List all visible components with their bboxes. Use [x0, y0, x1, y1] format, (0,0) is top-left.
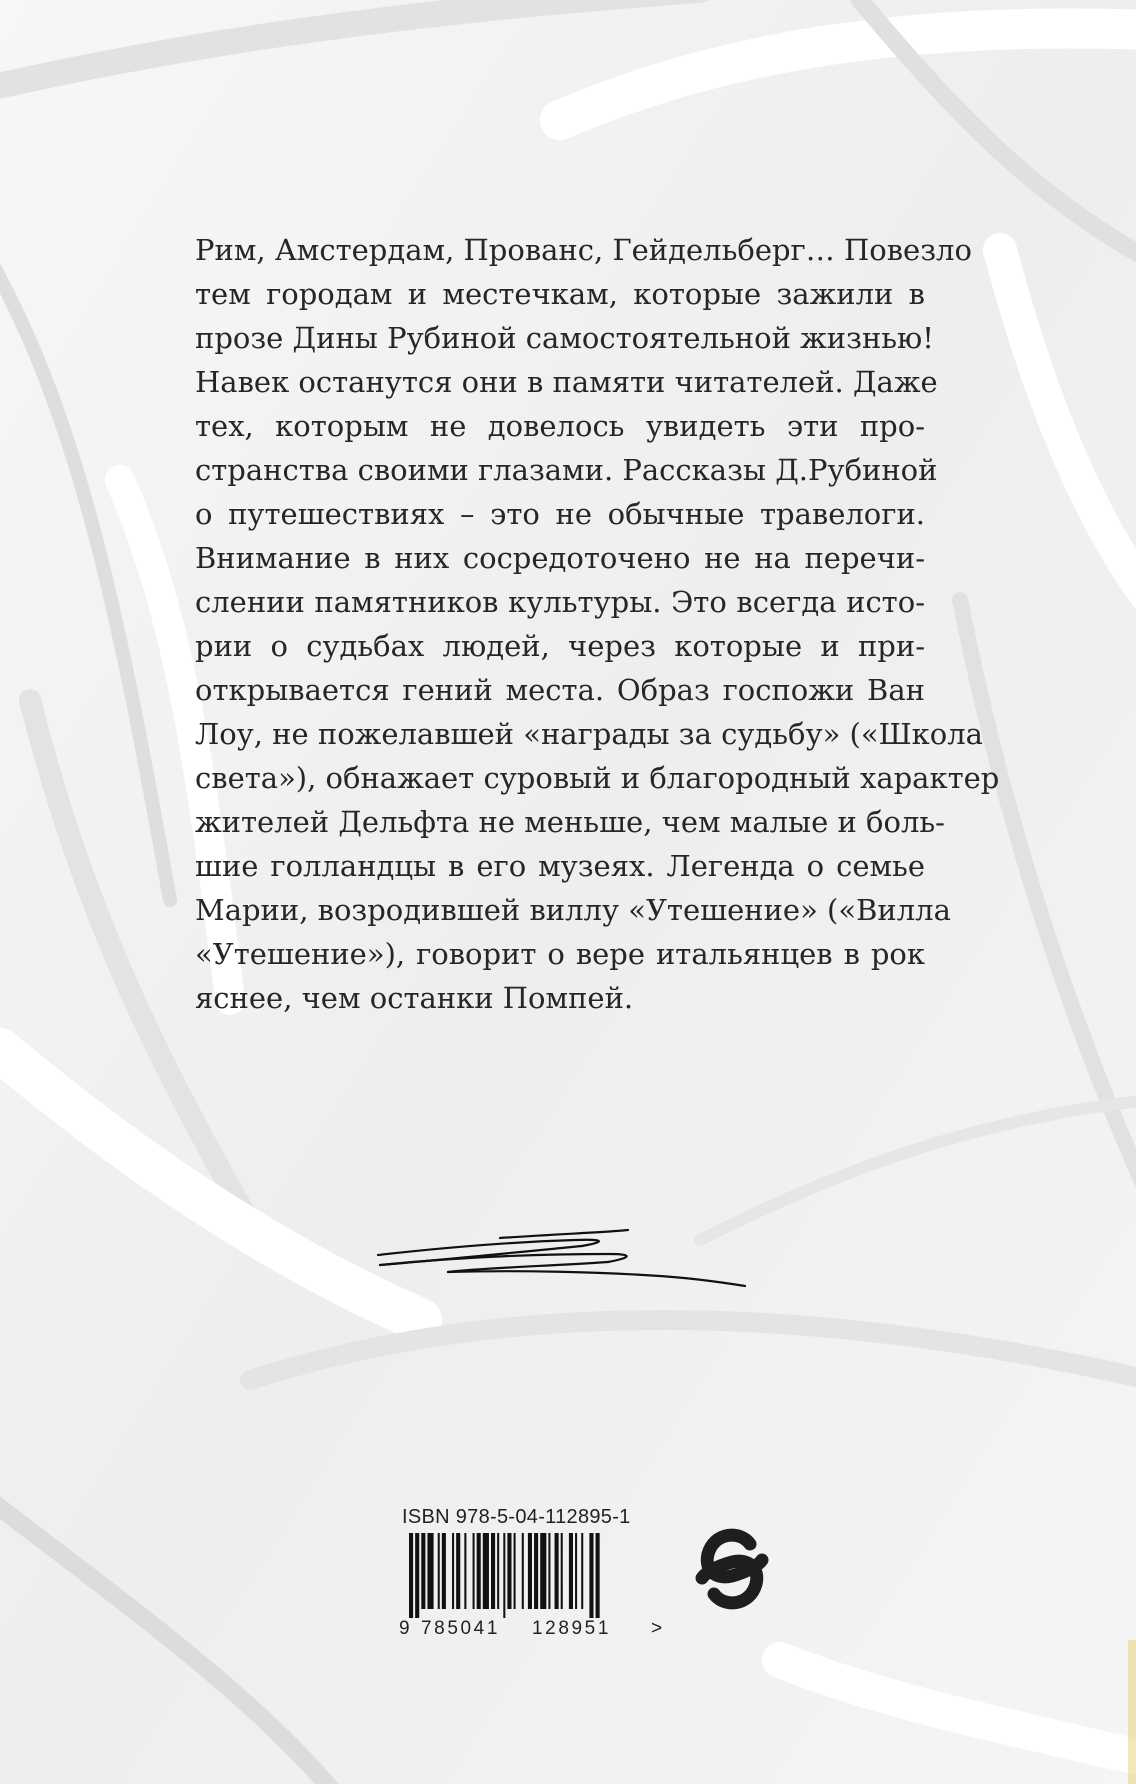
annotation-line: тех, которым не довелось увидеть эти про-: [195, 409, 925, 443]
barcode-bar: [548, 1533, 550, 1609]
barcode-digits-left: 785041: [421, 1618, 501, 1639]
annotation-line: света»), обнажает суровый и благородный характер: [195, 761, 1000, 795]
barcode-bar: [569, 1533, 573, 1609]
annotation-line: Навек останутся они в памяти читателей. Даже: [195, 365, 938, 399]
annotation-line: Марии, возродившей виллу «Утешение» («Вилла: [195, 893, 951, 927]
barcode-bar: [477, 1533, 481, 1609]
barcode-bar: [415, 1533, 419, 1618]
barcode-bar: [497, 1533, 499, 1609]
barcode-bar: [409, 1533, 413, 1618]
signature-icon: [360, 1220, 760, 1290]
annotation-line: слении памятников культуры. Это всегда исто-: [195, 585, 925, 619]
barcode-bar: [561, 1533, 563, 1609]
barcode-bar: [452, 1533, 454, 1609]
barcode: [405, 1533, 655, 1618]
barcode-bar: [442, 1533, 446, 1609]
annotation-line: Внимание в них сосредоточено не на перечи-: [195, 541, 925, 575]
barcode-bar: [507, 1533, 511, 1609]
barcode-bar: [596, 1533, 600, 1618]
barcode-bar: [464, 1533, 466, 1609]
annotation-text: [195, 228, 1000, 1020]
barcode-bar: [427, 1533, 433, 1609]
barcode-bar: [522, 1533, 524, 1609]
annotation-line: яснее, чем останки Помпей.: [195, 981, 634, 1015]
barcode-bar: [581, 1533, 583, 1609]
annotation-line: прозе Дины Рубиной самостоятельной жизнью!: [195, 321, 934, 355]
barcode-bar: [491, 1533, 495, 1609]
barcode-digit-tail: >: [651, 1618, 663, 1639]
barcode-bar: [534, 1533, 538, 1609]
barcode-bar: [555, 1533, 559, 1609]
eksmo-logo-icon: [692, 1514, 772, 1624]
annotation-line: Рим, Амстердам, Прованс, Гейдельберг… Повезло: [195, 233, 972, 267]
annotation-line: шие голландцы в его музеях. Легенда о семье: [195, 849, 925, 883]
barcode-bar: [456, 1533, 460, 1609]
annotation-line: странства своими глазами. Рассказы Д.Рубиной: [195, 453, 938, 487]
barcode-bar: [514, 1533, 516, 1609]
barcode-bar: [473, 1533, 475, 1609]
annotation-line: о путешествиях – это не обычные травелоги.: [195, 497, 925, 531]
barcode-digit-lead: 9: [399, 1618, 410, 1639]
barcode-bar: [575, 1533, 577, 1609]
annotation-line: открывается гений места. Образ госпожи Ван: [195, 673, 925, 707]
annotation-line: Лоу, не пожелавшей «награды за судьбу» («Школа: [195, 717, 983, 751]
isbn-number: ISBN 978-5-04-112895-1: [402, 1506, 631, 1528]
annotation-line: «Утешение»), говорит о вере итальянцев в рок: [195, 937, 925, 971]
barcode-bar: [483, 1533, 489, 1609]
annotation-line: рии о судьбах людей, через которые и при-: [195, 629, 925, 663]
barcode-bar: [528, 1533, 532, 1609]
barcode-bar: [540, 1533, 546, 1609]
barcode-bar: [421, 1533, 425, 1609]
barcode-bar: [503, 1533, 505, 1618]
annotation-line: тем городам и местечкам, которые зажили в: [195, 277, 925, 311]
barcode-bar: [438, 1533, 440, 1609]
barcode-bar: [589, 1533, 593, 1618]
annotation-line: жителей Дельфта не меньше, чем малые и боль-: [195, 805, 945, 839]
barcode-digits-right: 128951: [532, 1618, 612, 1639]
